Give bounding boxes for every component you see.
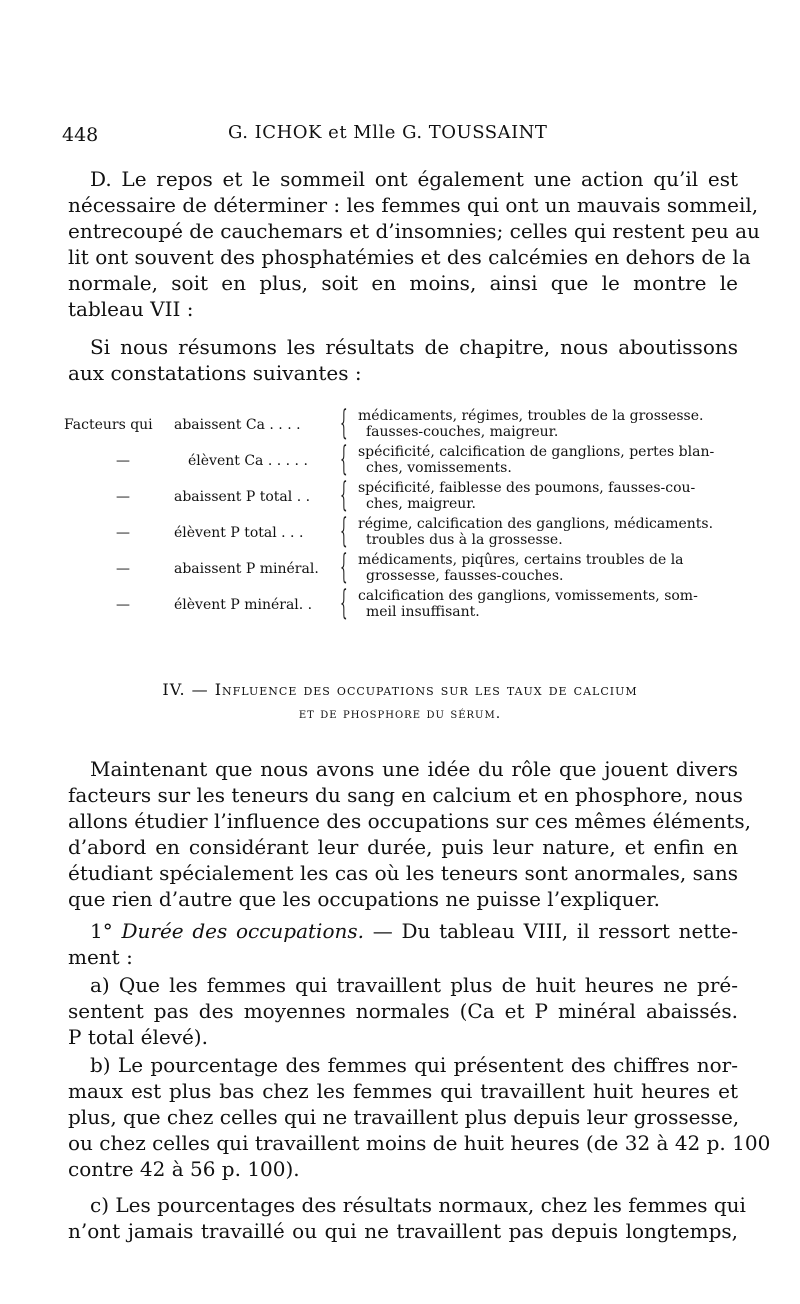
factor-prefix: — bbox=[116, 561, 130, 577]
text-line bbox=[68, 918, 738, 944]
running-head: G. ICHOK et Mlle G. TOUSSAINT bbox=[228, 122, 548, 143]
brace-icon: { bbox=[340, 475, 348, 515]
text-line: tableau VII : bbox=[68, 297, 194, 321]
brace-icon: { bbox=[340, 403, 348, 443]
text-line: c) Les pourcentages des résultats normaux, chez les femmes qui bbox=[90, 1193, 746, 1217]
factor-prefix: — bbox=[116, 453, 130, 469]
factor-label: abaissent P minéral. bbox=[174, 561, 319, 577]
text-line: lit ont souvent des phosphatémies et des calcémies en dehors de la bbox=[68, 245, 751, 269]
text-line: P total élevé). bbox=[68, 1025, 208, 1049]
factors-table bbox=[64, 403, 748, 623]
paragraph-duree bbox=[68, 918, 738, 970]
factor-label: abaissent P total . . bbox=[174, 489, 311, 505]
effect-line: ches, maigreur. bbox=[366, 496, 476, 512]
paragraph-d bbox=[68, 166, 760, 322]
effect-line: troubles dus à la grossesse. bbox=[366, 532, 563, 548]
paragraph-c bbox=[68, 1192, 746, 1244]
factor-prefix: Facteurs qui bbox=[64, 417, 153, 433]
text-line: normale, soit en plus, soit en moins, ainsi que le montre le bbox=[68, 271, 738, 295]
text-line: sentent pas des moyennes normales (Ca et P minéral abaissés. bbox=[68, 999, 738, 1023]
text-line: étudiant spécialement les cas où les teneurs sont anormales, sans bbox=[68, 861, 738, 885]
effect-line: médicaments, régimes, troubles de la grossesse. bbox=[358, 408, 704, 424]
factor-row bbox=[68, 475, 748, 515]
brace-icon: { bbox=[340, 583, 348, 623]
paragraph-summary bbox=[68, 334, 738, 386]
factor-effect bbox=[358, 552, 748, 584]
factor-prefix: — bbox=[116, 489, 130, 505]
paragraph-b bbox=[68, 1052, 771, 1182]
text-line: contre 42 à 56 p. 100). bbox=[68, 1157, 300, 1181]
effect-line: spécificité, calcification de ganglions, pertes blan- bbox=[358, 444, 715, 460]
text-line: ment : bbox=[68, 945, 133, 969]
item-number: 1° bbox=[90, 919, 113, 943]
text-line: que rien d’autre que les occupations ne puisse l’expliquer. bbox=[68, 887, 661, 911]
text-line: ou chez celles qui travaillent moins de huit heures (de 32 à 42 p. 100 bbox=[68, 1131, 771, 1155]
factor-label: élèvent P total . . . bbox=[174, 525, 304, 541]
paragraph-a bbox=[68, 972, 738, 1050]
text-line: a) Que les femmes qui travaillent plus de huit heures ne pré- bbox=[90, 973, 738, 997]
factor-label: élèvent P minéral. . bbox=[174, 597, 313, 613]
text-line: b) Le pourcentage des femmes qui présentent des chiffres nor- bbox=[90, 1053, 738, 1077]
effect-line: régime, calcification des ganglions, médicaments. bbox=[358, 516, 714, 532]
effect-line: ches, vomissements. bbox=[366, 460, 512, 476]
text-line: entrecoupé de cauchemars et d’insomnies; celles qui restent peu au bbox=[68, 219, 760, 243]
paragraph-intro bbox=[68, 756, 751, 912]
effect-line: médicaments, piqûres, certains troubles de la bbox=[358, 552, 684, 568]
factor-row bbox=[68, 547, 748, 587]
text-line: allons étudier l’influence des occupations sur ces mêmes éléments, bbox=[68, 809, 751, 833]
effect-line: grossesse, fausses-couches. bbox=[366, 568, 564, 584]
factor-effect bbox=[358, 588, 748, 620]
factor-effect bbox=[358, 516, 748, 548]
factor-effect bbox=[358, 480, 748, 512]
factor-prefix: — bbox=[116, 525, 130, 541]
text-fragment: — Du tableau VIII, il ressort nette- bbox=[372, 919, 739, 943]
subsection-title: Durée des occupations. bbox=[121, 919, 364, 943]
text-line: Maintenant que nous avons une idée du rôle que jouent divers bbox=[90, 757, 738, 781]
section-heading-line2: et de phosphore du sérum. bbox=[298, 706, 502, 722]
brace-icon: { bbox=[340, 547, 348, 587]
text-line: nécessaire de déterminer : les femmes qui ont un mauvais sommeil, bbox=[68, 193, 759, 217]
text-line: maux est plus bas chez les femmes qui travaillent huit heures et bbox=[68, 1079, 738, 1103]
factor-effect bbox=[358, 408, 748, 440]
text-line: Si nous résumons les résultats de chapitre, nous aboutissons bbox=[90, 335, 738, 359]
effect-line: fausses-couches, maigreur. bbox=[366, 424, 559, 440]
text-line: d’abord en considérant leur durée, puis leur nature, et enfin en bbox=[68, 835, 738, 859]
text-line: facteurs sur les teneurs du sang en calcium et en phosphore, nous bbox=[68, 783, 743, 807]
text-line: n’ont jamais travaillé ou qui ne travaillent pas depuis longtemps, bbox=[68, 1219, 738, 1243]
factor-label: élèvent Ca . . . . . bbox=[188, 453, 308, 469]
factor-row bbox=[64, 403, 748, 443]
section-heading: IV. — Influence des occupations sur les taux de calcium bbox=[162, 680, 638, 699]
effect-line: meil insuffisant. bbox=[366, 604, 480, 620]
factor-row bbox=[68, 511, 748, 551]
factor-row bbox=[68, 583, 748, 623]
brace-icon: { bbox=[340, 439, 348, 479]
factor-effect bbox=[358, 444, 748, 476]
effect-line: calcification des ganglions, vomissements, som- bbox=[358, 588, 698, 604]
text-line: D. Le repos et le sommeil ont également une action qu’il est bbox=[90, 167, 738, 191]
factor-label: abaissent Ca . . . . bbox=[174, 417, 301, 433]
brace-icon: { bbox=[340, 511, 348, 551]
page-number: 448 bbox=[62, 124, 99, 146]
text-line: aux constatations suivantes : bbox=[68, 361, 362, 385]
factor-row bbox=[68, 439, 748, 479]
effect-line: spécificité, faiblesse des poumons, fausses-cou- bbox=[358, 480, 696, 496]
factor-prefix: — bbox=[116, 597, 130, 613]
text-line: plus, que chez celles qui ne travaillent plus depuis leur grossesse, bbox=[68, 1105, 740, 1129]
